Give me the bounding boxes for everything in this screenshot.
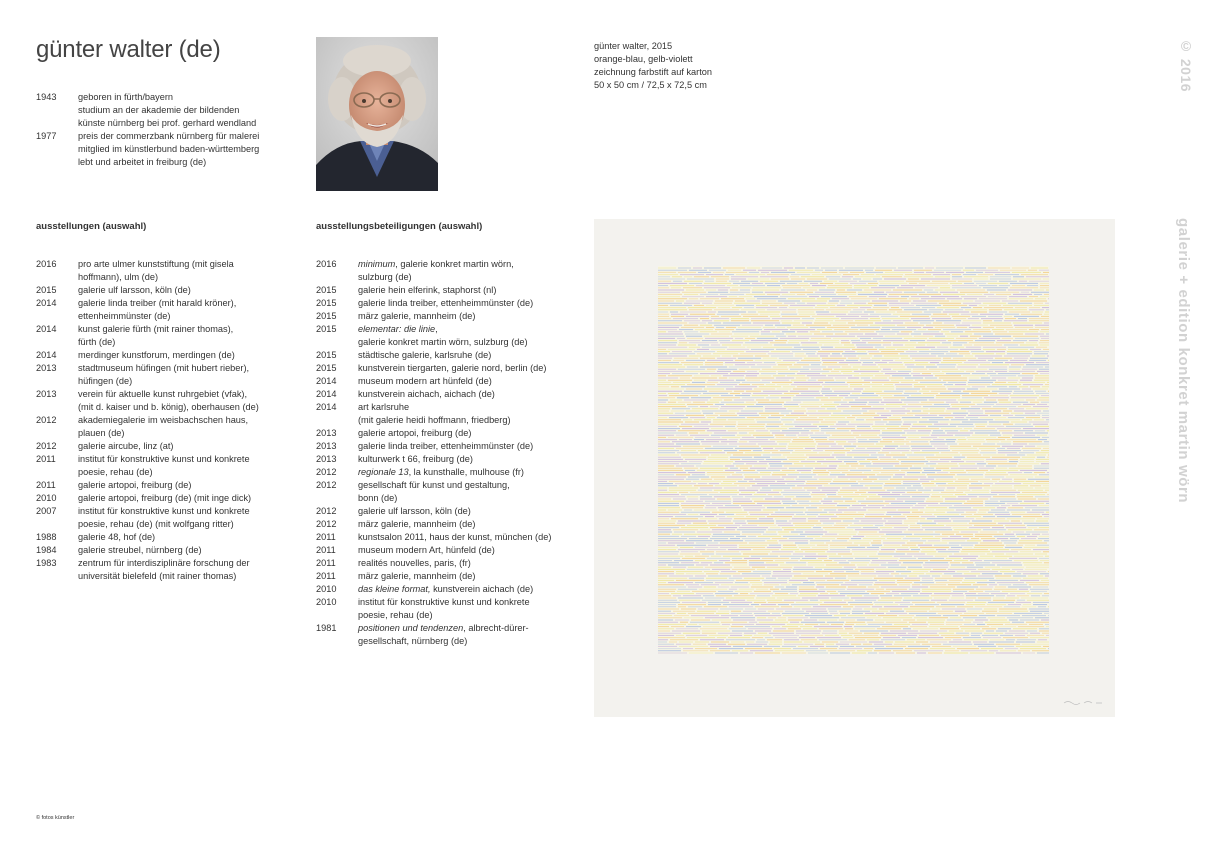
list-item bbox=[316, 258, 581, 271]
exhibition-text-part: , albrecht-dürer- bbox=[463, 623, 529, 633]
exhibition-text bbox=[358, 596, 581, 609]
exhibition-text bbox=[358, 609, 581, 622]
exhibition-text bbox=[358, 258, 581, 271]
list-item bbox=[316, 336, 581, 349]
bio-row bbox=[36, 91, 296, 104]
gallery-name-vertical: galerie + edition konkret martin wörn bbox=[1175, 218, 1192, 504]
list-item bbox=[36, 518, 296, 531]
artist-signature bbox=[1064, 702, 1102, 705]
exhibition-text bbox=[358, 336, 581, 349]
exhibition-text bbox=[358, 531, 581, 544]
exhibition-text: verein für aktuelle kunst ruhrgebiet (vfak), bbox=[78, 389, 248, 399]
bio-text: lebt und arbeitet in freiburg (de) bbox=[78, 157, 207, 167]
exhibition-year bbox=[316, 492, 358, 505]
exhibition-text-part: märz galerie, mannheim (de) bbox=[358, 311, 476, 321]
exhibition-text bbox=[358, 492, 581, 505]
list-item bbox=[316, 440, 581, 453]
bio-row bbox=[36, 104, 296, 117]
exhibition-year bbox=[36, 271, 78, 284]
artwork-caption bbox=[594, 40, 712, 92]
exhibition-text-part: poesie, rehau (de) bbox=[358, 610, 433, 620]
exhibition-year bbox=[36, 401, 78, 414]
exhibition-year: 2013 bbox=[36, 389, 57, 399]
group-exhibitions-heading: ausstellungsbeteiligungen (auswahl) bbox=[316, 221, 483, 232]
artist-portrait-photo bbox=[316, 37, 438, 191]
bio-year bbox=[36, 156, 78, 169]
exhibition-text-part: kunstverein aichach, aichach (de) bbox=[358, 389, 495, 399]
exhibition-text-part: kulturwerk t 66, freiburg (de) bbox=[358, 454, 473, 464]
exhibition-year: 2014 bbox=[316, 402, 337, 412]
exhibition-year: 2011 bbox=[36, 454, 56, 464]
exhibition-year: 2014 bbox=[36, 350, 57, 360]
list-item bbox=[36, 453, 296, 466]
list-item bbox=[36, 388, 296, 401]
exhibition-text bbox=[358, 518, 581, 531]
list-item bbox=[36, 297, 296, 310]
list-item bbox=[36, 349, 296, 362]
exhibition-year: 2015 bbox=[316, 298, 337, 308]
exhibition-text bbox=[358, 375, 581, 388]
exhibition-text: galerie artopoi, freiburg (de) (mit inge dick) bbox=[78, 493, 252, 503]
list-item bbox=[316, 349, 581, 362]
exhibition-text bbox=[358, 570, 581, 583]
exhibition-year bbox=[316, 635, 358, 648]
exhibition-year: 2010 bbox=[316, 584, 337, 594]
exhibition-year: 2013 bbox=[316, 441, 337, 451]
exhibition-year bbox=[36, 336, 78, 349]
exhibition-year: 1984 bbox=[36, 545, 57, 555]
list-item bbox=[316, 557, 581, 570]
exhibition-text bbox=[358, 440, 581, 453]
list-item bbox=[316, 414, 581, 427]
exhibition-text-part: galerie linda treiber, ettenheimmünster (de) bbox=[358, 298, 534, 308]
exhibition-text-part: art karlsruhe bbox=[358, 402, 410, 412]
list-item bbox=[36, 258, 296, 271]
list-item bbox=[36, 362, 296, 375]
exhibition-year: 2012 bbox=[316, 480, 337, 490]
exhibition-text: ettenheimmünster (de) bbox=[78, 311, 171, 321]
list-item bbox=[316, 505, 581, 518]
bio-row bbox=[36, 117, 296, 130]
exhibition-year: 2012 bbox=[36, 415, 57, 425]
bio-year bbox=[36, 104, 78, 117]
exhibition-text-part: gesellschaft, nürnberg (de) bbox=[358, 636, 468, 646]
exhibition-text-part: galerie linda treiber, ettenheimmünster (de) bbox=[358, 441, 534, 451]
list-item bbox=[316, 596, 581, 609]
exhibition-text bbox=[358, 284, 581, 297]
exhibition-year: 2013 bbox=[36, 363, 57, 373]
exhibition-text: galerie ulf larsson, köln (de) bbox=[78, 285, 191, 295]
exhibition-year bbox=[36, 466, 78, 479]
exhibition-year: 2014 bbox=[36, 324, 57, 334]
exhibition-text: poesie, rehau (de) (mit wolfgang ritter) bbox=[78, 519, 234, 529]
list-item bbox=[316, 271, 581, 284]
photo-credit: © fotos künstler bbox=[36, 815, 75, 821]
exhibition-text bbox=[358, 310, 581, 323]
exhibition-year: 2012 bbox=[316, 467, 337, 477]
exhibition-text: galerie streubel, nürnberg (de) bbox=[78, 545, 202, 555]
bio-year bbox=[36, 143, 78, 156]
bio-row bbox=[36, 130, 296, 143]
exhibition-text bbox=[358, 479, 581, 492]
solo-exhibitions-list bbox=[36, 258, 296, 583]
list-item bbox=[36, 440, 296, 453]
exhibition-text: galerie artopoi, freiburg (de) bbox=[78, 480, 192, 490]
list-item bbox=[316, 388, 581, 401]
bio-row bbox=[36, 156, 296, 169]
list-item bbox=[36, 557, 296, 570]
exhibition-text bbox=[358, 401, 581, 414]
list-item bbox=[316, 622, 581, 635]
list-item bbox=[316, 297, 581, 310]
exhibition-text-part: , galerie konkret martin wörn, bbox=[395, 259, 514, 269]
exhibition-text bbox=[358, 505, 581, 518]
exhibition-year: 2010 bbox=[36, 493, 57, 503]
exhibition-year: 2011 bbox=[316, 571, 336, 581]
exhibition-year: 2014 bbox=[36, 298, 57, 308]
exhibition-year bbox=[36, 375, 78, 388]
bio-text: geboren in fürth/bayern bbox=[78, 92, 174, 102]
exhibition-text-part: gesellschaft für kunst und gestaltung, bbox=[358, 480, 510, 490]
exhibition-year bbox=[36, 518, 78, 531]
exhibition-year: 2012 bbox=[316, 506, 337, 516]
exhibition-year: 2015 bbox=[316, 350, 337, 360]
list-item bbox=[316, 479, 581, 492]
caption-line: 50 x 50 cm / 72,5 x 72,5 cm bbox=[594, 80, 707, 90]
list-item bbox=[316, 609, 581, 622]
exhibition-year: 2014 bbox=[316, 389, 337, 399]
exhibition-year: 2013 bbox=[316, 428, 337, 438]
exhibition-text: pro arte ulmer kunststiftung (mit gisela bbox=[78, 259, 234, 269]
exhibition-text: (mit d. kaiser und b. könig), oberhausen (de) bbox=[78, 402, 259, 412]
list-item bbox=[36, 310, 296, 323]
exhibition-year bbox=[316, 271, 358, 284]
list-item bbox=[36, 401, 296, 414]
list-item bbox=[316, 310, 581, 323]
exhibition-text: galerie aircube, linz (at) bbox=[78, 441, 174, 451]
list-item bbox=[36, 544, 296, 557]
exhibition-text-part: galerie hein elferink, staphorst (nl) bbox=[358, 285, 497, 295]
exhibition-title: elementar: die linie bbox=[358, 324, 436, 334]
exhibition-text bbox=[358, 453, 581, 466]
exhibition-text bbox=[358, 388, 581, 401]
list-item bbox=[36, 531, 296, 544]
list-item bbox=[36, 492, 296, 505]
artist-name: günter walter (de) bbox=[36, 36, 221, 63]
list-item bbox=[316, 362, 581, 375]
exhibition-year: 2015 bbox=[316, 285, 337, 295]
list-item bbox=[316, 375, 581, 388]
bio-text: mitglied im künstlerbund baden-württemberg bbox=[78, 144, 260, 154]
bio-text: studium an der akademie der bildenden bbox=[78, 105, 240, 115]
bio-year: 1977 bbox=[36, 131, 57, 141]
bio-year: 1943 bbox=[36, 92, 57, 102]
exhibition-text-part: galerie ulf larsson, köln (de) bbox=[358, 506, 471, 516]
list-item bbox=[316, 635, 581, 648]
exhibition-text-part: institut für konstruktive kunst und konkrete bbox=[358, 597, 530, 607]
exhibition-year: 2015 bbox=[316, 363, 337, 373]
exhibition-text-part: , bbox=[435, 324, 438, 334]
exhibition-year: 2012 bbox=[316, 519, 337, 529]
list-item bbox=[316, 427, 581, 440]
exhibition-year bbox=[316, 609, 358, 622]
exhibition-text: hüfingen (de) bbox=[78, 376, 133, 386]
exhibition-text: fürth (de) bbox=[78, 337, 116, 347]
exhibition-text: stadtmuseum hüfingen (mit hubert rieber), bbox=[78, 363, 250, 373]
exhibition-year: 2013 bbox=[316, 454, 337, 464]
exhibition-text bbox=[358, 544, 581, 557]
exhibition-year bbox=[36, 427, 78, 440]
group-exhibitions-list bbox=[316, 258, 581, 648]
list-item bbox=[316, 401, 581, 414]
exhibition-year bbox=[36, 310, 78, 323]
exhibition-text: galerie 48, hof (de) bbox=[78, 532, 156, 542]
exhibition-text-part: städtische galerie, karlsruhe (de) bbox=[358, 350, 492, 360]
exhibition-text bbox=[358, 635, 581, 648]
exhibition-title: positionen und tendenzen bbox=[358, 623, 464, 633]
list-item bbox=[36, 414, 296, 427]
exhibition-year: 2015 bbox=[316, 324, 337, 334]
exhibition-year: 2014 bbox=[316, 376, 337, 386]
list-item bbox=[316, 284, 581, 297]
exhibition-text-part: galerie konkret martin wörn, sulzburg (de) bbox=[358, 337, 528, 347]
exhibition-year: 1981 bbox=[316, 623, 337, 633]
exhibition-text bbox=[358, 414, 581, 427]
exhibition-year: 2011 bbox=[316, 545, 336, 555]
exhibition-text-part: märz galerie, mannheim (de) bbox=[358, 519, 476, 529]
exhibition-text: plauen (de) bbox=[78, 428, 125, 438]
exhibition-year: 2016 bbox=[36, 259, 57, 269]
exhibition-year: 2007 bbox=[36, 506, 57, 516]
exhibition-year: 2011 bbox=[316, 558, 336, 568]
exhibition-text bbox=[358, 466, 581, 479]
caption-line: zeichnung farbstift auf karton bbox=[594, 67, 712, 77]
exhibition-text: galerie linda treiber (mit harald kröner), bbox=[78, 298, 237, 308]
exhibition-text: hoffmann), ulm (de) bbox=[78, 272, 159, 282]
list-item bbox=[36, 466, 296, 479]
exhibition-text-part: kunstverein aichach (de) bbox=[430, 584, 534, 594]
list-item bbox=[316, 323, 581, 336]
list-item bbox=[316, 466, 581, 479]
exhibition-text bbox=[358, 349, 581, 362]
exhibition-title: regionale 13 bbox=[358, 467, 409, 477]
caption-line: orange-blau, gelb-violett bbox=[594, 54, 693, 64]
list-item bbox=[36, 336, 296, 349]
exhibition-year: 1988 bbox=[36, 532, 57, 542]
exhibition-text-part: (mit galerie heidi hoffmann, friedberg) bbox=[358, 415, 511, 425]
list-item bbox=[36, 479, 296, 492]
bio-text: preis der commerzbank nürnberg für malerei bbox=[78, 131, 260, 141]
exhibition-text bbox=[358, 271, 581, 284]
exhibition-text: institut für konstruktive kunst und konkrete bbox=[78, 506, 250, 516]
exhibition-text: merdinger kunstforum, merdingen (de) bbox=[78, 350, 235, 360]
list-item bbox=[36, 271, 296, 284]
exhibition-text bbox=[358, 622, 581, 635]
bio-text: künste nürnberg bei prof. gerhard wendland bbox=[78, 118, 257, 128]
exhibition-year: 2011 bbox=[36, 480, 56, 490]
list-item bbox=[316, 583, 581, 596]
exhibition-year: 2015 bbox=[316, 311, 337, 321]
list-item bbox=[316, 544, 581, 557]
exhibition-year: 2015 bbox=[36, 285, 57, 295]
exhibition-text-part: bonn (de) bbox=[358, 493, 398, 503]
exhibition-text-part: kunstverein tiergarten, galerie nord, berlin (de) bbox=[358, 363, 547, 373]
exhibition-text bbox=[358, 362, 581, 375]
exhibition-text-part: galerie artopoi, freiburg (de) bbox=[358, 428, 472, 438]
exhibition-text-part: märz galerie, mannheim (de) bbox=[358, 571, 476, 581]
list-item bbox=[316, 453, 581, 466]
list-item bbox=[316, 531, 581, 544]
list-item bbox=[36, 570, 296, 583]
exhibition-text: zentrum für interdisziplinäre forschung der bbox=[78, 558, 250, 568]
list-item bbox=[316, 570, 581, 583]
exhibition-text-part: kunstsalon 2011, haus der kunst, münchen (de) bbox=[358, 532, 552, 542]
list-item bbox=[36, 427, 296, 440]
solo-exhibitions-heading: ausstellungen (auswahl) bbox=[36, 221, 147, 232]
exhibition-text: poesie, rehau (de) bbox=[78, 467, 153, 477]
exhibition-text bbox=[358, 297, 581, 310]
exhibition-year bbox=[316, 414, 358, 427]
list-item bbox=[36, 505, 296, 518]
exhibition-text bbox=[358, 427, 581, 440]
exhibition-text-part: museum modern Art, hünfeld (de) bbox=[358, 545, 495, 555]
exhibition-year: 2016 bbox=[316, 259, 337, 269]
exhibition-year: 2010 bbox=[316, 597, 337, 607]
caption-line: günter walter, 2015 bbox=[594, 41, 673, 51]
list-item bbox=[316, 492, 581, 505]
exhibition-text-part: realités nouvelles, paris, (fr) bbox=[358, 558, 471, 568]
exhibition-text: institut für konstruktive kunst und konkrete bbox=[78, 454, 250, 464]
exhibition-title: minimum bbox=[358, 259, 396, 269]
artist-biography bbox=[36, 91, 296, 169]
exhibition-text bbox=[358, 557, 581, 570]
list-item bbox=[36, 284, 296, 297]
bio-row bbox=[36, 143, 296, 156]
exhibition-year: 2011 bbox=[316, 532, 336, 542]
exhibition-year bbox=[36, 570, 78, 583]
exhibition-text: universität bielefeld (mit rainer thomas) bbox=[78, 571, 237, 581]
list-item bbox=[36, 323, 296, 336]
exhibition-text: kunst galerie fürth (mit rainer thomas), bbox=[78, 324, 234, 334]
exhibition-text bbox=[358, 323, 581, 336]
exhibition-text-part: museum modern art hünfeld (de) bbox=[358, 376, 492, 386]
exhibition-year bbox=[316, 336, 358, 349]
exhibition-title: das kleine format, bbox=[358, 584, 431, 594]
list-item bbox=[36, 375, 296, 388]
copyright-year: © 2016 bbox=[1178, 38, 1194, 93]
list-item bbox=[316, 518, 581, 531]
exhibition-text-part: , la kunsthalle, mulhouse (fr) bbox=[408, 467, 524, 477]
artwork-image bbox=[594, 219, 1115, 717]
exhibition-text bbox=[358, 583, 581, 596]
bio-year bbox=[36, 117, 78, 130]
exhibition-text: akademiegalerie im weisbachschen haus, bbox=[78, 415, 249, 425]
exhibition-year: 2012 bbox=[36, 441, 57, 451]
exhibition-text-part: sulzburg (de) bbox=[358, 272, 412, 282]
exhibition-year: 1983 bbox=[36, 558, 57, 568]
